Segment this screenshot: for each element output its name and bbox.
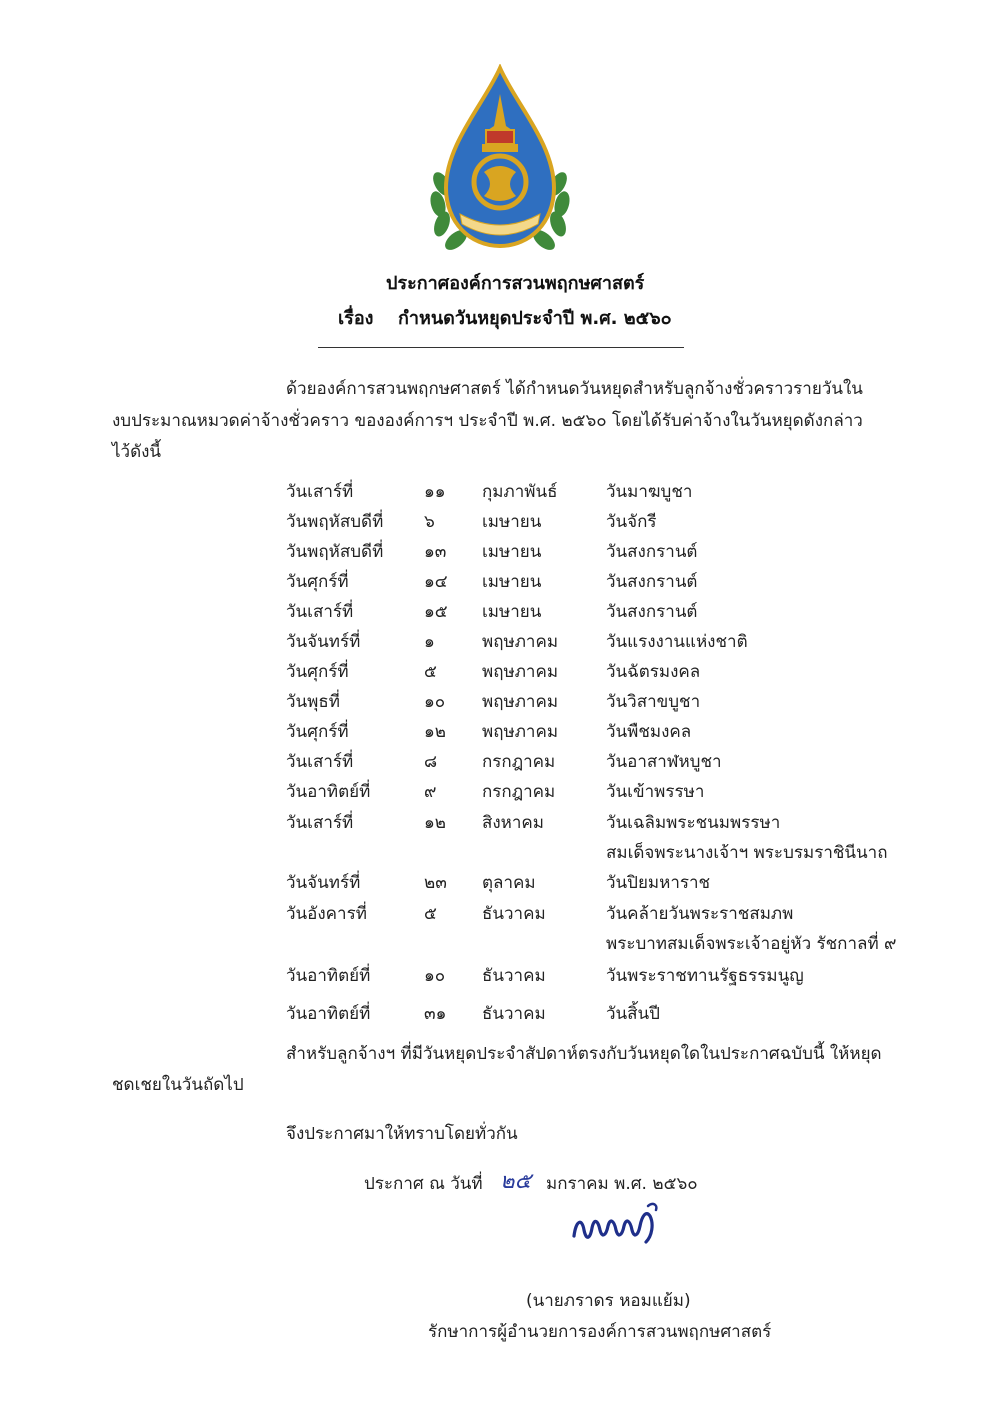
announce-suffix: มกราคม พ.ศ. ๒๕๖๐ (546, 1174, 698, 1194)
holiday-day: วันพุธที่ (286, 692, 340, 712)
divider (318, 347, 684, 348)
intro-line-1: ด้วยองค์การสวนพฤกษศาสตร์ ได้กำหนดวันหยุดสำหรับลูกจ้างชั่วคราวรายวันใน (286, 379, 863, 399)
holiday-name: วันสงกรานต์ (606, 572, 698, 592)
holiday-month: พฤษภาคม (482, 692, 559, 712)
holiday-day: วันอาทิตย์ที่ (286, 782, 371, 802)
holiday-name: วันพืชมงคล (606, 722, 692, 742)
announce-day: ๒๕ (500, 1169, 532, 1194)
holiday-day: วันศุกร์ที่ (286, 572, 349, 592)
holiday-name: วันเข้าพรรษา (606, 782, 705, 802)
holiday-date: ๑๓ (424, 542, 447, 562)
holiday-date: ๓๑ (424, 1004, 447, 1024)
holiday-date: ๙ (424, 782, 437, 802)
holiday-date: ๑๒ (424, 813, 446, 833)
holiday-month: เมษายน (482, 602, 542, 622)
holiday-day: วันเสาร์ที่ (286, 482, 354, 502)
holiday-name: วันปิยมหาราช (606, 873, 711, 893)
organization-logo (424, 64, 576, 252)
closing-text: จึงประกาศมาให้ทราบโดยทั่วกัน (286, 1124, 518, 1144)
holiday-date: ๑๔ (424, 572, 448, 592)
signatory-name: (นายภราดร หอมแย้ม) (526, 1291, 691, 1311)
holiday-date: ๑๑ (424, 482, 446, 502)
subject-text: กำหนดวันหยุดประจำปี พ.ศ. ๒๕๖๐ (398, 308, 672, 329)
signature-mark (566, 1196, 666, 1252)
holiday-month: กรกฎาคม (482, 752, 556, 772)
subject-label: เรื่อง (338, 308, 374, 329)
holiday-month: เมษายน (482, 512, 542, 532)
holiday-name: วันสิ้นปี (606, 1004, 660, 1024)
holiday-name: วันคล้ายวันพระราชสมภพ (606, 904, 794, 924)
holiday-month: กรกฎาคม (482, 782, 556, 802)
holiday-name: วันพระราชทานรัฐธรรมนูญ (606, 966, 804, 986)
holiday-date: ๕ (424, 662, 437, 682)
holiday-day: วันจันทร์ที่ (286, 632, 361, 652)
holiday-day: วันอาทิตย์ที่ (286, 1004, 371, 1024)
intro-line-2: งบประมาณหมวดค่าจ้างชั่วคราว ขององค์การฯ ประจำปี พ.ศ. ๒๕๖๐ โดยได้รับค่าจ้างในวันหยุดดังกล่าว (112, 411, 863, 431)
holiday-date: ๑๒ (424, 722, 446, 742)
holiday-day: วันพฤหัสบดีที่ (286, 512, 384, 532)
holiday-day: วันพฤหัสบดีที่ (286, 542, 384, 562)
note-line-2: ชดเชยในวันถัดไป (112, 1075, 244, 1095)
holiday-name: วันมาฆบูชา (606, 482, 693, 502)
holiday-day: วันเสาร์ที่ (286, 752, 354, 772)
signatory-position: รักษาการผู้อำนวยการองค์การสวนพฤกษศาสตร์ (428, 1322, 772, 1342)
holiday-month: ธันวาคม (482, 966, 546, 986)
note-line-1: สำหรับลูกจ้างฯ ที่มีวันหยุดประจำสัปดาห์ตรงกับวันหยุดใดในประกาศฉบับนี้ ให้หยุด (286, 1044, 882, 1064)
holiday-month: กุมภาพันธ์ (482, 482, 558, 502)
holiday-date: ๒๓ (424, 873, 447, 893)
holiday-day: วันเสาร์ที่ (286, 813, 354, 833)
holiday-date: ๑๐ (424, 966, 446, 986)
holiday-name-extra: พระบาทสมเด็จพระเจ้าอยู่หัว รัชกาลที่ ๙ (606, 934, 897, 954)
holiday-day: วันจันทร์ที่ (286, 873, 361, 893)
holiday-day: วันศุกร์ที่ (286, 722, 349, 742)
holiday-day: วันอาทิตย์ที่ (286, 966, 371, 986)
holiday-name: วันวิสาขบูชา (606, 692, 701, 712)
holiday-month: ตุลาคม (482, 873, 536, 893)
holiday-month: พฤษภาคม (482, 662, 559, 682)
announce-prefix: ประกาศ ณ วันที่ (364, 1174, 483, 1194)
holiday-month: พฤษภาคม (482, 632, 559, 652)
holiday-month: ธันวาคม (482, 1004, 546, 1024)
holiday-date: ๑ (424, 632, 435, 652)
holiday-date: ๑๐ (424, 692, 446, 712)
holiday-month: เมษายน (482, 542, 542, 562)
holiday-month: เมษายน (482, 572, 542, 592)
holiday-date: ๕ (424, 904, 437, 924)
announcement-title: ประกาศองค์การสวนพฤกษศาสตร์ (386, 273, 645, 294)
holiday-name: วันแรงงานแห่งชาติ (606, 632, 748, 652)
holiday-date: ๑๕ (424, 602, 448, 622)
holiday-date: ๖ (424, 512, 435, 532)
holiday-name: วันเฉลิมพระชนมพรรษา (606, 813, 781, 833)
holiday-name: วันสงกรานต์ (606, 542, 698, 562)
holiday-day: วันอังคารที่ (286, 904, 367, 924)
holiday-month: สิงหาคม (482, 813, 545, 833)
holiday-day: วันศุกร์ที่ (286, 662, 349, 682)
holiday-month: พฤษภาคม (482, 722, 559, 742)
holiday-name: วันฉัตรมงคล (606, 662, 701, 682)
holiday-month: ธันวาคม (482, 904, 546, 924)
intro-line-3: ไว้ดังนี้ (112, 442, 162, 462)
holiday-name-extra: สมเด็จพระนางเจ้าฯ พระบรมราชินีนาถ (606, 843, 888, 863)
holiday-name: วันจักรี (606, 512, 657, 532)
holiday-name: วันสงกรานต์ (606, 602, 698, 622)
holiday-day: วันเสาร์ที่ (286, 602, 354, 622)
holiday-date: ๘ (424, 752, 438, 772)
holiday-name: วันอาสาฬหบูชา (606, 752, 722, 772)
